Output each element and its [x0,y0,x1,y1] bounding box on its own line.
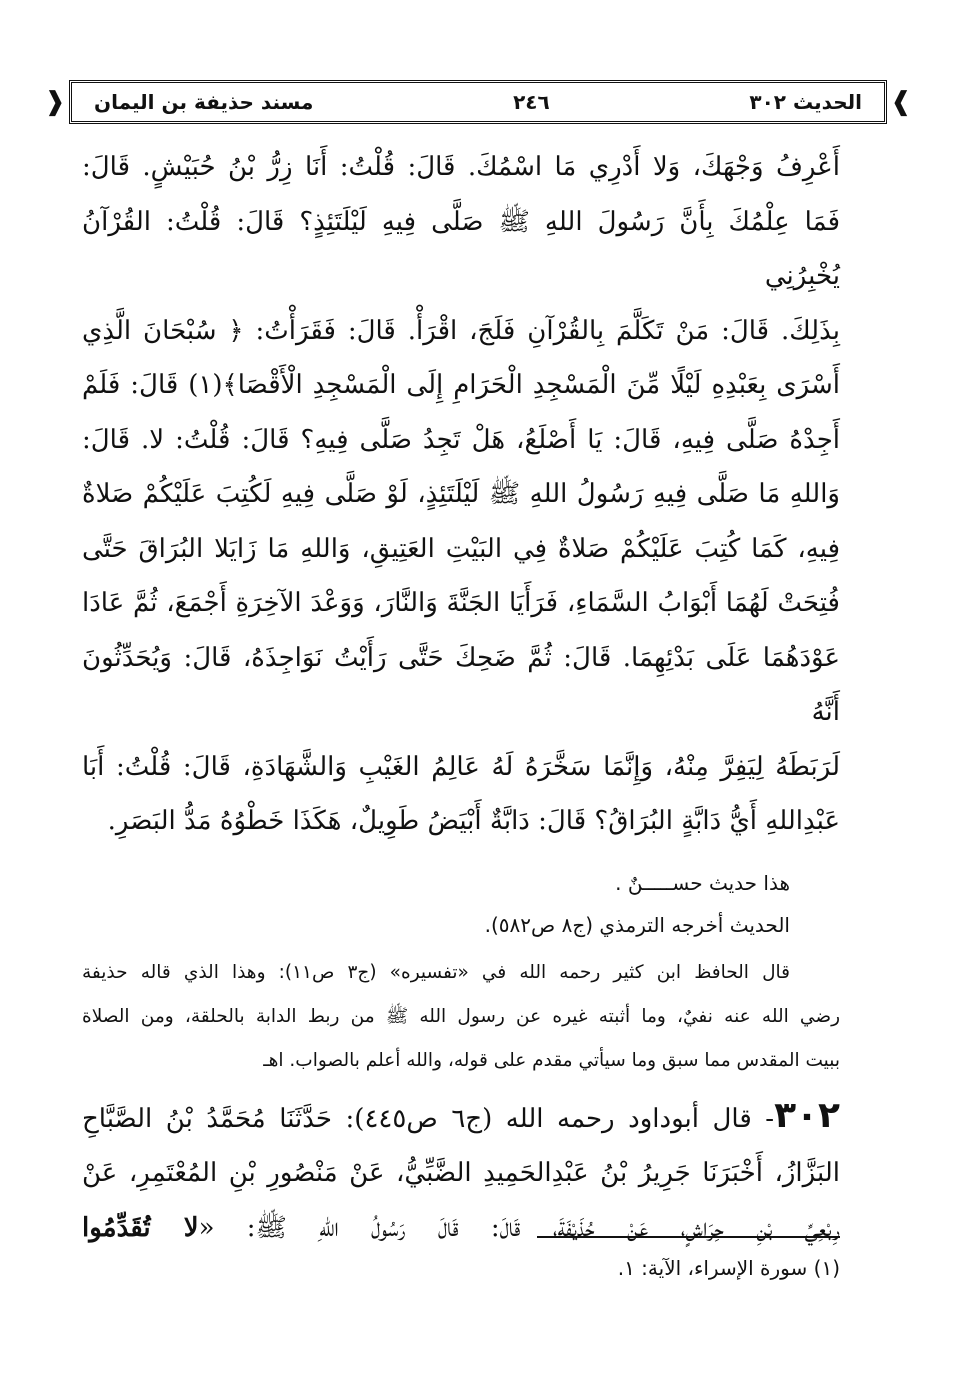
hadith-label: الحديث ٣٠٢ [749,90,862,114]
page-header [44,80,912,124]
text-line: وَاللهِ مَا صَلَّى فِيهِ رَسُولُ اللهِ ﷺ لَيْلَتَئِذٍ، لَوْ صَلَّى فِيهِ لَكُتِبَ عَلَيْكُمْ صَلاةٌ [82,479,840,509]
text-line: أَعْرِفُ وَجْهَكَ، وَلا أَدْرِي مَا اسْمُكَ. قَالَ: قُلْتُ: أَنَا زِرُّ بْنُ حُبَيْشٍ. قَالَ: [82,152,840,182]
page-content [82,140,840,1255]
ornament-left-icon: ❱ [44,87,66,117]
commentary-line: قال الحافظ ابن كثير رحمه الله في «تفسيره» (ج٣ ص١١): وهذا الذي قاله حذيفة [82,961,790,983]
text-line: لَرَبَطَهُ لِيَفِرَّ مِنْهُ، وَإِنَّمَا سَخَّرَهُ لَهُ عَالِمُ الغَيْبِ وَالشَّهَادَةِ، قَالَ: قُلْتُ: أَبَا [82,751,840,782]
text-line: عَوْدَهُمَا عَلَى بَدْئِهِمَا. قَالَ: ثُمَّ ضَحِكَ حَتَّى رَأَيْتُ نَوَاجِذَهُ، قَالَ: وَيُحَدِّثُونَ أَنَّهُ [82,642,840,727]
text-line: فَمَا عِلْمُكَ بِأَنَّ رَسُولَ اللهِ ﷺ صَلَّى فِيهِ لَيْلَتَئِذٍ؟ قَالَ: قُلْتُ: القُرْآنُ يُخْبِرُنِي [82,206,840,291]
commentary-paragraph [82,951,840,1083]
text-line: أَسْرَى بِعَبْدِهِ لَيْلًا مِّنَ الْمَسْجِدِ الْحَرَامِ إِلَى الْمَسْجِدِ الْأَقْصَا﴾(١) قَالَ: فَلَمْ [82,370,840,400]
hadith-number: ٣٠٢ [774,1094,840,1136]
commentary-line: ببيت المقدس مما سبق وما سيأتي مقدم على قوله، والله أعلم بالصواب. اهـ [263,1049,840,1071]
hadith-line-text: - قال أبوداود رحمه الله (ج٦ ص٤٤٥): حَدَّثَنَا مُحَمَّدُ بْنُ الصَّبَّاحِ [82,1103,775,1134]
hadith-line [82,1089,840,1147]
text-line: أَجِدْهُ صَلَّى فِيهِ، قَالَ: يَا أَصْلَعُ، هَلْ تَجِدُ صَلَّى فِيهِ؟ قَالَ: قُلْتُ: لا. قَالَ: [82,424,840,455]
text-line: بِذَلِكَ. قَالَ: مَنْ تَكَلَّمَ بِالقُرْآنِ فَلَجَ، اقْرَأْ. قَالَ: فَقَرَأْتُ: ﴿ سُبْحَانَ الَّذِي [82,315,840,346]
book-title: مسند حذيفة بن اليمان [94,90,314,114]
header-frame [69,80,887,124]
commentary-line: رضي الله عنه نفيٌ، وما أثبته غيره عن رسول الله ﷺ من ربط الدابة بالحلقة، ومن الصلاة [82,1005,840,1027]
footnote: (١) سورة الإسراء، الآية: ١. [617,1256,840,1280]
hadith-takhrij: الحديث أخرجه الترمذي (ج٨ ص٥٨٢). [484,912,790,937]
hadith-line [82,1201,840,1256]
ornament-right-icon: ❰ [890,87,912,117]
hadith-302 [82,1089,840,1256]
hadith-line-text: رِبْعِيِّ بْنِ حِرَاشٍ، عَنْ حُذَيْفَةَ، قَالَ: قَالَ رَسُولُ اللهِ ﷺ: « [198,1212,840,1243]
hadith-line: البَزَّازُ، أَخْبَرَنَا جَرِيرُ بْنُ عَبْدِالحَمِيدِ الضَّبِّيُّ، عَنْ مَنْصُورِ بْنِ المُعْتَمِرِ، عَنْ [82,1158,840,1188]
text-line: عَبْدِاللهِ أَيُّ دَابَّةٍ البُرَاقُ؟ قَالَ: دَابَّةٌ أَبْيَضُ طَوِيلٌ، هَكَذَا خَطْوُهُ مَدُّ البَصَرِ. [107,806,840,836]
text-line: فُتِحَتْ لَهُمَا أَبْوَابُ السَّمَاءِ، فَرَأَيَا الجَنَّةَ وَالنَّارَ، وَوَعْدَ الآخِرَةِ أَجْمَعَ، ثُمَّ عَادَا [82,588,840,618]
footnote-separator [537,1236,840,1238]
main-paragraph [82,140,840,849]
page-number: ٢٤٦ [513,90,550,114]
text-line: فِيهِ، كَمَا كُتِبَ عَلَيْكُمْ صَلاةٌ فِي البَيْتِ العَتِيقِ، وَاللهِ مَا زَايَلا البُرَاقَ حَتَّى [82,533,840,564]
prophetic-saying: لا تُقَدِّمُوا [82,1212,199,1243]
hadith-grade: هذا حديث حســـــنٌ . [615,870,790,895]
